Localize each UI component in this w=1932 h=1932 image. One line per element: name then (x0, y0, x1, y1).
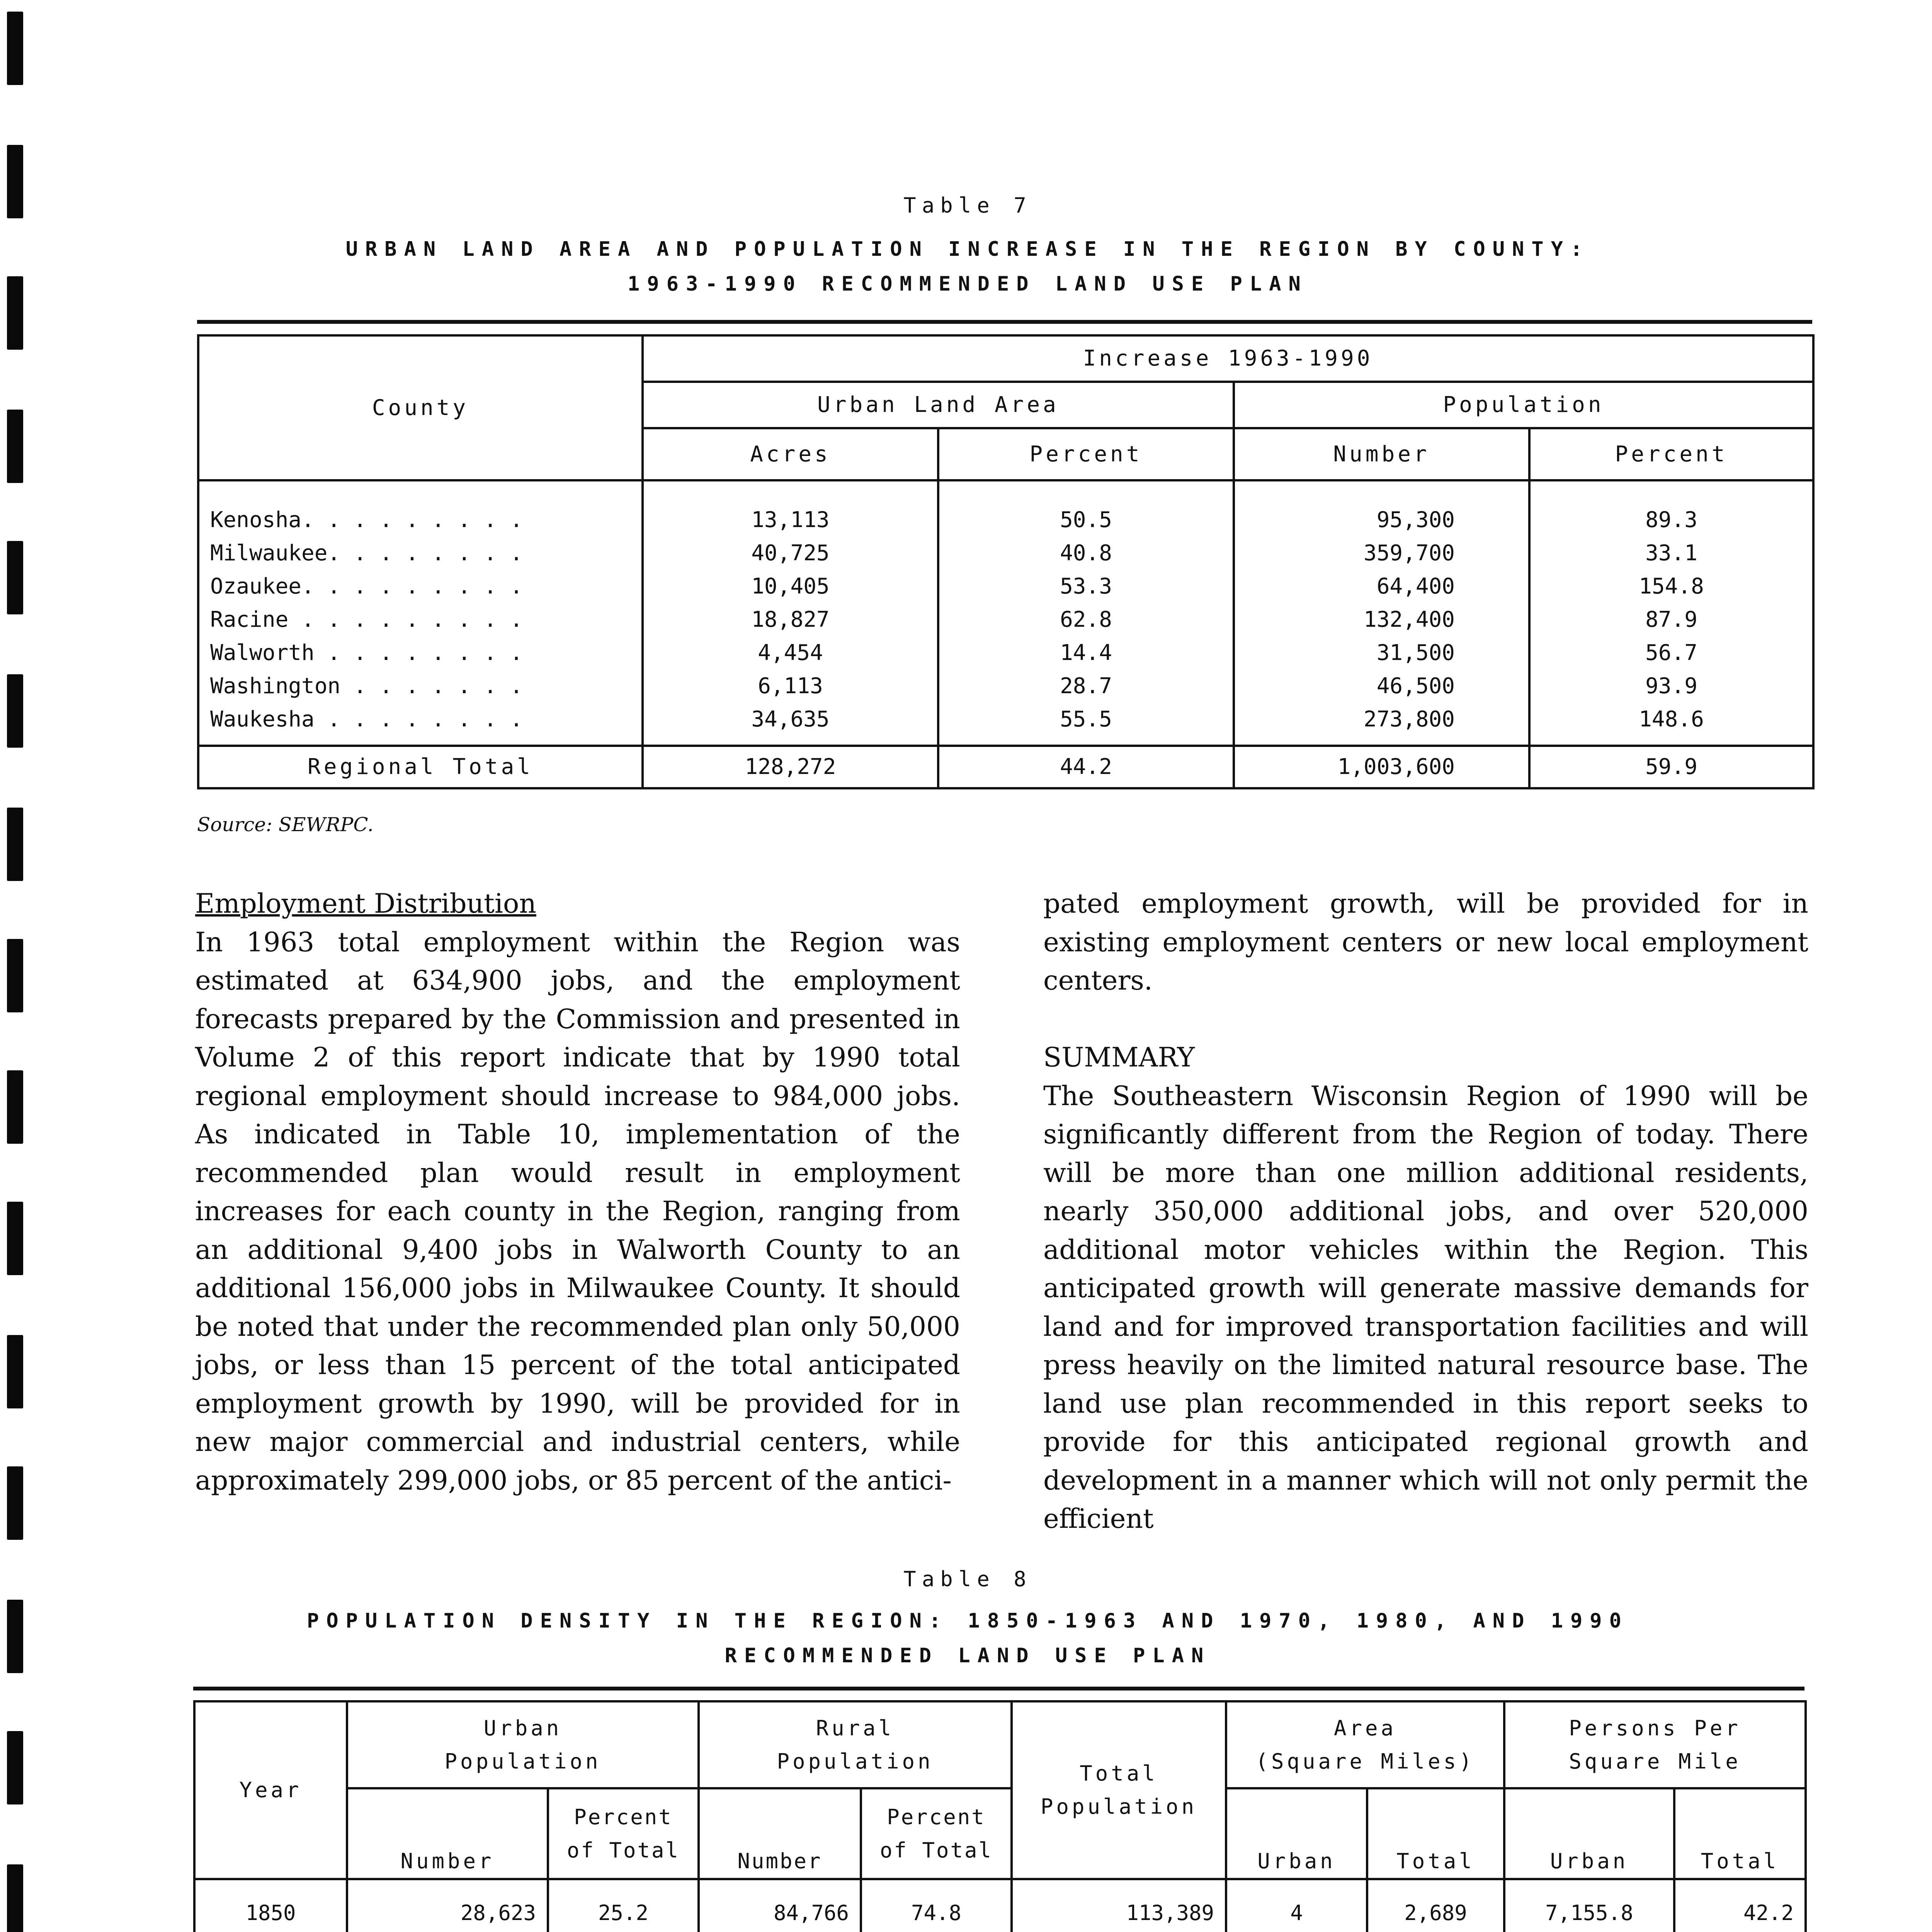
table7-header-percent-pop: Percent (1529, 428, 1813, 480)
population-number: 46,500 (1234, 670, 1529, 703)
county-name: Washington . . . . . . . (198, 670, 643, 703)
acres: 18,827 (643, 603, 938, 636)
table7-subtitle-line1: URBAN LAND AREA AND POPULATION INCREASE IN THE REGION BY COUNTY: (345, 238, 1590, 261)
header-urban-number: Number (347, 1788, 548, 1879)
percent-population: 87.9 (1529, 603, 1813, 636)
binder-hole (7, 1202, 23, 1275)
table7 (197, 334, 1815, 789)
table8-header-year: Year (194, 1701, 347, 1879)
county-name: Waukesha . . . . . . . . (198, 703, 643, 736)
header-area-line2: (Square Miles) (1255, 1749, 1475, 1774)
table7-row (198, 503, 1813, 537)
header-total-population-line2: Population (1040, 1794, 1197, 1819)
binder-hole (7, 1864, 23, 1932)
header-rural-percent-line2: of Total (879, 1838, 993, 1862)
table8-subtitle-line1: POPULATION DENSITY IN THE REGION: 1850-1963 AND 1970, 1980, AND 1990 (307, 1609, 1629, 1633)
header-persons-line1: Persons Per (1569, 1716, 1741, 1740)
table7-row (198, 603, 1813, 636)
percent-area: 50.5 (938, 503, 1234, 537)
employment-paragraph: In 1963 total employment within the Region was estimated at 634,900 jobs, and the employment forecasts prepared by the Commission and presented in Volume 2 of this report indicate that by 1990 total regional employment should increase to 984,000 jobs. As indicated in Table 10, implementation of the recommended plan would result in employment increases for each county in the Region, ranging from an additional 9,400 jobs in Walworth County to an additional 156,000 jobs in Milwaukee County. It should be noted that under the recommended plan only 50,000 jobs, or less than 15 percent of the total anticipated employment growth by 1990, will be provided for in new major commercial and industrial centers, while approximately 299,000 jobs, or 85 percent of the antici- (195, 927, 960, 1496)
table7-title: Table 7 (903, 193, 1032, 218)
header-rural-population-line2: Population (777, 1749, 934, 1774)
table7-row (198, 570, 1813, 603)
header-urban-percent-line1: Percent (574, 1804, 673, 1829)
table8-row (194, 1896, 1806, 1930)
header-urban-population-line1: Urban (483, 1716, 562, 1740)
area-total (1367, 1930, 1504, 1932)
table8 (193, 1700, 1807, 1932)
header-rural-percent-line1: Percent (887, 1804, 986, 1829)
rural-number: 84,766 (699, 1896, 861, 1930)
population-number: 31,500 (1234, 636, 1529, 670)
table7-row (198, 670, 1813, 703)
density-total (1674, 1930, 1806, 1932)
binder-hole (7, 12, 23, 85)
rural-percent: 74.8 (861, 1896, 1012, 1930)
total-population-number: 1,003,600 (1234, 746, 1529, 788)
urban-number (347, 1930, 548, 1932)
header-urban-population-line2: Population (444, 1749, 601, 1774)
header-rural-number: Number (699, 1788, 861, 1879)
table7-header-number: Number (1234, 428, 1529, 480)
table7-header-acres: Acres (643, 428, 938, 480)
urban-percent: 25.2 (548, 1896, 699, 1930)
acres: 40,725 (643, 537, 938, 570)
population-number: 132,400 (1234, 603, 1529, 636)
acres: 4,454 (643, 636, 938, 670)
table7-row (198, 636, 1813, 670)
year: 1850 (194, 1896, 347, 1930)
area-total: 2,689 (1367, 1896, 1504, 1930)
table7-header-population: Population (1234, 382, 1813, 428)
header-area-line1: Area (1334, 1716, 1397, 1740)
table7-header-increase: Increase 1963-1990 (643, 335, 1813, 382)
rural-number (699, 1930, 861, 1932)
density-total: 42.2 (1674, 1896, 1806, 1930)
table7-top-rule (197, 320, 1812, 324)
binder-hole (7, 1070, 23, 1144)
total-population: 113,389 (1012, 1896, 1226, 1930)
county-name: Kenosha. . . . . . . . . (198, 503, 643, 537)
table7-row (198, 537, 1813, 570)
percent-population: 93.9 (1529, 670, 1813, 703)
table8-title: Table 8 (903, 1567, 1032, 1591)
area-urban: 4 (1226, 1896, 1367, 1930)
table7-total-row (198, 746, 1813, 788)
population-number: 64,400 (1234, 570, 1529, 603)
table7-header-county: County (198, 335, 643, 480)
binder-hole (7, 674, 23, 748)
percent-area: 62.8 (938, 603, 1234, 636)
population-number: 359,700 (1234, 537, 1529, 570)
binder-hole (7, 1731, 23, 1804)
table8-header-persons-per-square-mile (1504, 1701, 1806, 1788)
regional-total-label: Regional Total (198, 746, 643, 788)
header-total-population-line1: Total (1080, 1761, 1158, 1786)
binder-hole (7, 808, 23, 881)
header-persons-line2: Square Mile (1569, 1749, 1741, 1774)
employment-paragraph-continued: pated employment growth, will be provided for in existing employment centers or new local employment centers. (1043, 888, 1808, 996)
table8-top-rule (193, 1687, 1804, 1690)
table8-header-urban-population (347, 1701, 699, 1788)
acres: 13,113 (643, 503, 938, 537)
percent-area: 55.5 (938, 703, 1234, 736)
density-urban (1504, 1930, 1674, 1932)
year (194, 1930, 347, 1932)
header-density-urban: Urban (1504, 1788, 1674, 1879)
table7-subtitle-line2: 1963-1990 RECOMMENDED LAND USE PLAN (628, 272, 1308, 296)
table8-header-rural-population (699, 1701, 1012, 1788)
total-population (1012, 1930, 1226, 1932)
county-name: Walworth . . . . . . . . (198, 636, 643, 670)
table7-header-urban-land-area: Urban Land Area (643, 382, 1234, 428)
population-number: 273,800 (1234, 703, 1529, 736)
acres: 6,113 (643, 670, 938, 703)
population-number: 95,300 (1234, 503, 1529, 537)
summary-paragraph: The Southeastern Wisconsin Region of 1990 will be significantly different from the Region of today. There will be more than one million additional residents, nearly 350,000 additional jobs, and over 520,000 additional motor vehicles within the Region. This anticipated growth will generate massive demands for land and for improved transportation facilities and will press heavily on the limited natural resource base. The land use plan recommended in this report seeks to provide for this anticipated regional growth and development in a manner which will not only permit the efficient (1043, 1080, 1808, 1534)
employment-distribution-heading: Employment Distribution (195, 888, 536, 919)
total-acres: 128,272 (643, 746, 938, 788)
percent-population: 33.1 (1529, 537, 1813, 570)
left-text-column (195, 885, 960, 1500)
header-urban-percent-line2: of Total (566, 1838, 680, 1862)
county-name: Milwaukee. . . . . . . . (198, 537, 643, 570)
table8-header-total-population (1012, 1701, 1226, 1879)
total-percent-population: 59.9 (1529, 746, 1813, 788)
table7-header-percent: Percent (938, 428, 1234, 480)
percent-area: 14.4 (938, 636, 1234, 670)
binder-hole (7, 541, 23, 614)
percent-area: 40.8 (938, 537, 1234, 570)
percent-population: 89.3 (1529, 503, 1813, 537)
header-area-urban: Urban (1226, 1788, 1367, 1879)
binder-hole (7, 1466, 23, 1540)
acres: 10,405 (643, 570, 938, 603)
header-rural-population-line1: Rural (816, 1716, 895, 1740)
density-urban: 7,155.8 (1504, 1896, 1674, 1930)
header-density-total: Total (1674, 1788, 1806, 1879)
area-urban (1226, 1930, 1367, 1932)
urban-percent (548, 1930, 699, 1932)
binder-hole (7, 410, 23, 483)
county-name: Ozaukee. . . . . . . . . (198, 570, 643, 603)
header-urban-percent-of-total (548, 1788, 699, 1879)
table7-row (198, 703, 1813, 736)
percent-population: 154.8 (1529, 570, 1813, 603)
percent-population: 148.6 (1529, 703, 1813, 736)
table8-row (194, 1930, 1806, 1932)
total-percent-area: 44.2 (938, 746, 1234, 788)
urban-number: 28,623 (347, 1896, 548, 1930)
binder-hole (7, 939, 23, 1012)
table8-subtitle-line2: RECOMMENDED LAND USE PLAN (724, 1644, 1211, 1667)
county-name: Racine . . . . . . . . . (198, 603, 643, 636)
table8-header-area (1226, 1701, 1504, 1788)
rural-percent (861, 1930, 1012, 1932)
percent-area: 28.7 (938, 670, 1234, 703)
binder-hole (7, 1335, 23, 1408)
table7-source: Source: SEWRPC. (197, 813, 374, 836)
percent-area: 53.3 (938, 570, 1234, 603)
header-rural-percent-of-total (861, 1788, 1012, 1879)
percent-population: 56.7 (1529, 636, 1813, 670)
acres: 34,635 (643, 703, 938, 736)
right-text-column (1043, 885, 1808, 1539)
header-area-total: Total (1367, 1788, 1504, 1879)
summary-heading: SUMMARY (1043, 1042, 1195, 1073)
